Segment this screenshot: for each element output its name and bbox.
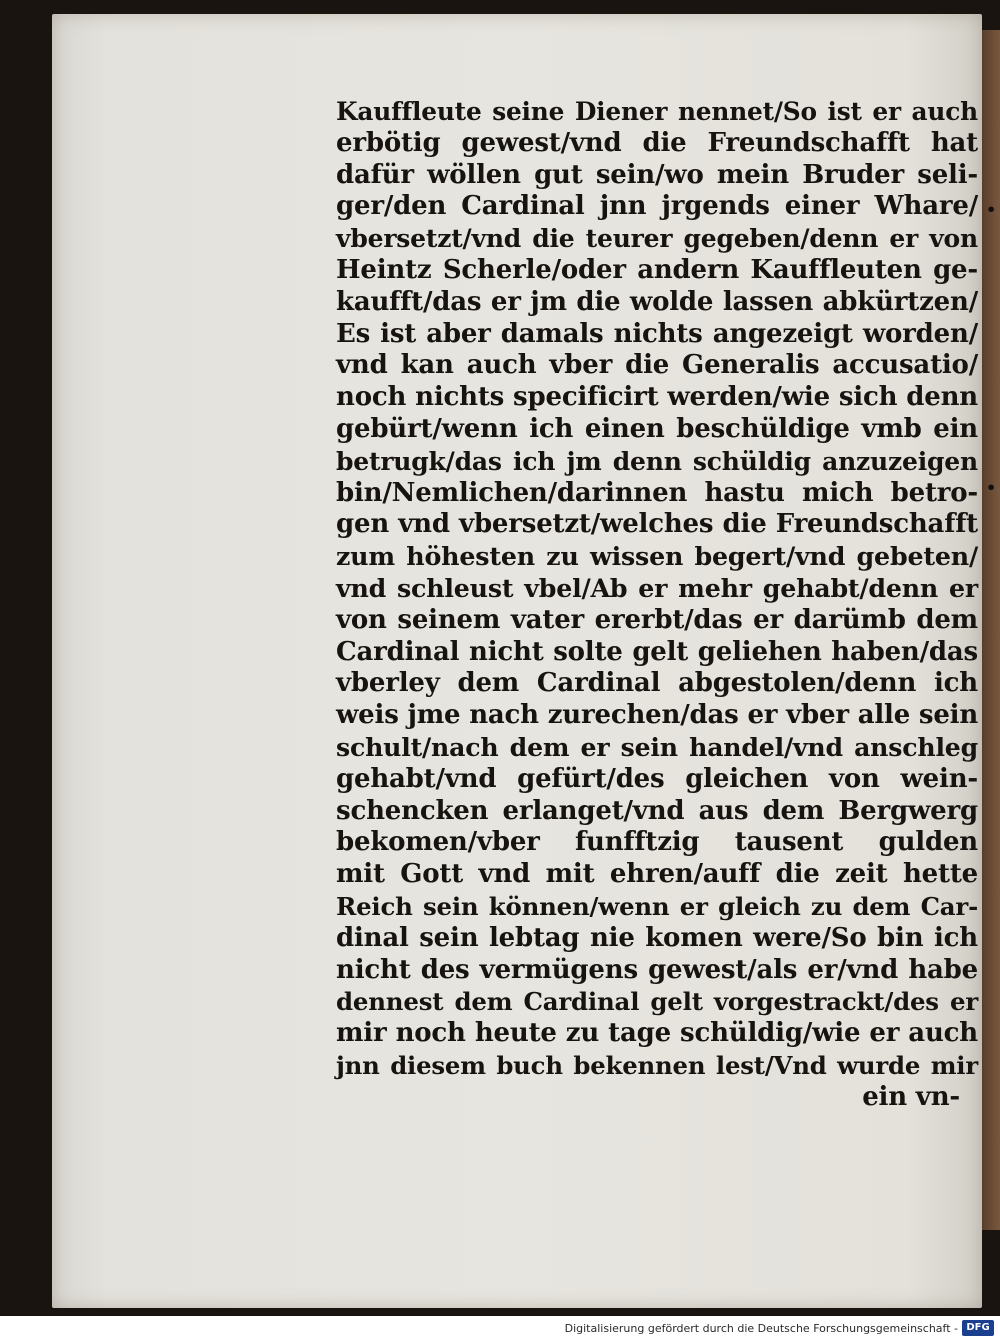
text-line: kaufft/das er jm die wolde lassen abkürtzen/ xyxy=(336,286,978,317)
text-line: Kauffleute seine Diener nennet/So ist er auch xyxy=(336,97,978,126)
text-line: dennest dem Cardinal gelt vorgestrackt/des er xyxy=(336,987,978,1017)
text-line: vberley dem Cardinal abgestolen/denn ich xyxy=(336,668,978,699)
text-line: mit Gott vnd mit ehren/auff die zeit hette xyxy=(336,859,978,890)
text-line: dinal sein lebtag nie komen were/So bin ich xyxy=(336,922,978,953)
text-line: Es ist aber damals nichts angezeigt worden/ xyxy=(336,318,978,349)
text-line: dafür wöllen gut sein/wo mein Bruder seli- xyxy=(336,159,978,190)
text-line: betrugk/das ich jm denn schüldig anzuzeigen xyxy=(336,446,978,476)
text-line: nicht des vermügens gewest/als er/vnd habe xyxy=(336,954,978,985)
text-line: noch nichts specificirt werden/wie sich denn xyxy=(336,382,978,413)
dfg-logo: DFG xyxy=(962,1320,994,1336)
text-block xyxy=(336,96,978,1114)
text-line: jnn diesem buch bekennen lest/Vnd wurde mir xyxy=(336,1050,978,1080)
text-line: Heintz Scherle/oder andern Kauffleuten ge- xyxy=(336,254,978,285)
text-line: Cardinal nicht solte gelt geliehen haben/das xyxy=(336,636,978,667)
text-line: ger/den Cardinal jnn jrgends einer Whare/ xyxy=(336,191,978,222)
text-line: gehabt/vnd gefürt/des gleichen von wein- xyxy=(336,763,978,794)
catchword: ein vn- xyxy=(862,1081,960,1112)
text-line: gen vnd vbersetzt/welches die Freundschafft xyxy=(336,509,978,540)
margin-mark: • xyxy=(986,478,997,497)
text-line: vbersetzt/vnd die teurer gegeben/denn er von xyxy=(336,224,978,254)
text-line: weis jme nach zurechen/das er vber alle sein xyxy=(336,700,979,731)
text-line: von seinem vater ererbt/das er darümb dem xyxy=(336,604,978,635)
text-line: zum höhesten zu wissen begert/vnd gebeten/ xyxy=(336,541,978,572)
text-line: bekomen/vber funfftzig tausent gulden xyxy=(336,827,978,858)
digitization-credit: Digitalisierung gefördert durch die Deutsche Forschungsgemeinschaft - xyxy=(564,1322,958,1335)
margin-mark: • xyxy=(986,200,997,219)
text-line: gebürt/wenn ich einen beschüldige vmb ein xyxy=(336,413,978,444)
text-line: Reich sein können/wenn er gleich zu dem Car- xyxy=(336,891,978,921)
text-line: erbötig gewest/vnd die Freundschafft hat xyxy=(336,127,978,158)
text-line: schult/nach dem er sein handel/vnd anschleg xyxy=(336,731,978,762)
text-line: bin/Nemlichen/darinnen hastu mich betro- xyxy=(336,477,978,508)
text-line: mir noch heute zu tage schüldig/wie er auch xyxy=(336,1018,978,1049)
text-line: vnd kan auch vber die Generalis accusatio/ xyxy=(336,350,978,381)
text-line: schencken erlanget/vnd aus dem Bergwerg xyxy=(336,795,978,826)
text-line: vnd schleust vbel/Ab er mehr gehabt/denn er xyxy=(336,572,978,603)
